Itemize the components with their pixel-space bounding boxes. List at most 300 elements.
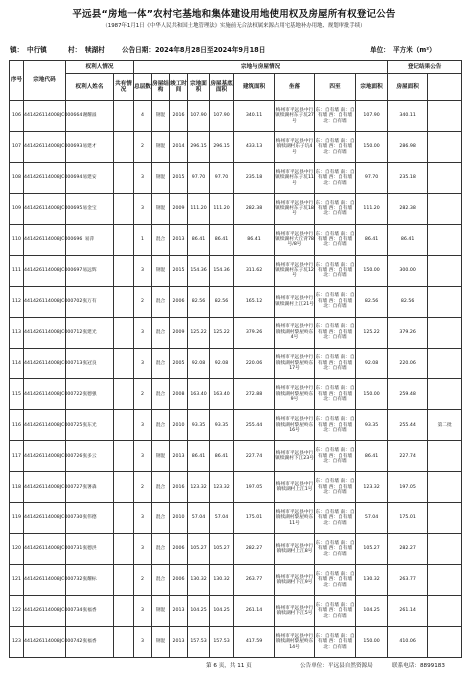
page-number: 第 6 页，共 11 页 (206, 663, 252, 669)
cell-co-owner (114, 224, 134, 255)
cell-code: 441426114008JC000727 (24, 472, 66, 503)
cell-base-area: 163.40 (210, 379, 234, 410)
cell-code: 441426114008JC000734 (24, 596, 66, 627)
cell-base-area: 57.04 (210, 503, 234, 534)
cell-boundary: 东：自有墙 南：自有墙 西：自有墙 北：自有墙 (315, 224, 356, 255)
cell-base-area: 86.41 (210, 441, 234, 472)
cell-boundary: 东：自有墙 南：自有墙 西：自有墙 北：自有墙 (315, 410, 356, 441)
cell-co-owner (114, 534, 134, 565)
cell-location: 梅州市平远县中行镇犊湖村东子坑12号 (275, 255, 315, 286)
cell-reg-parcel: 125.22 (356, 317, 388, 348)
cell-boundary: 东：自有墙 南：自有墙 西：自有墙 北：自有墙 (315, 565, 356, 596)
cell-co-owner (114, 503, 134, 534)
cell-remark (428, 596, 462, 627)
cell-floors: 1 (134, 224, 152, 255)
cell-seq: 108 (10, 162, 24, 193)
cell-co-owner (114, 565, 134, 596)
cell-boundary: 东：自有墙 南：自有墙 西：自有墙 北：自有墙 (315, 286, 356, 317)
table-row (10, 534, 462, 565)
cell-name: 易建才 (66, 131, 114, 162)
cell-reg-house: 263.77 (388, 565, 428, 596)
cell-seq: 111 (10, 255, 24, 286)
cell-boundary: 东：自有墙 南：自有墙 西：自有墙 北：自有墙 (315, 101, 356, 132)
cell-boundary: 东：自有墙 南：自有墙 西：自有墙 北：自有墙 (315, 255, 356, 286)
cell-location: 梅州市平远县中行镇犊湖村黎屋岭东4号 (275, 317, 315, 348)
table-row (10, 472, 462, 503)
cell-co-owner (114, 286, 134, 317)
cell-parcel-area: 104.25 (188, 596, 210, 627)
cell-year: 2010 (170, 503, 188, 534)
cell-structure: 钢混 (152, 441, 170, 472)
cell-parcel-area: 86.41 (188, 441, 210, 472)
cell-boundary: 东：自有墙 南：自有墙 西：自有墙 北：自有墙 (315, 317, 356, 348)
cell-floors: 3 (134, 441, 152, 472)
cell-structure: 混合 (152, 472, 170, 503)
table-row (10, 162, 462, 193)
cell-structure: 混合 (152, 503, 170, 534)
cell-floors: 3 (134, 596, 152, 627)
cell-reg-parcel: 97.70 (356, 162, 388, 193)
cell-base-area: 93.35 (210, 410, 234, 441)
cell-structure: 钢混 (152, 162, 170, 193)
cell-year: 2010 (170, 410, 188, 441)
cell-boundary: 东：自有墙 南：自有墙 西：自有墙 北：自有墙 (315, 162, 356, 193)
cell-name: 张冠良 (66, 348, 114, 379)
cell-name: 张东光 (66, 410, 114, 441)
cell-reg-parcel: 82.56 (356, 286, 388, 317)
cell-floors: 2 (134, 472, 152, 503)
cell-structure: 钢混 (152, 131, 170, 162)
cell-build-area: 255.44 (234, 410, 275, 441)
cell-location: 梅州市平远县中行镇犊湖村黎屋岭东14号 (275, 626, 315, 657)
cell-structure: 钢混 (152, 626, 170, 657)
cell-structure: 混合 (152, 379, 170, 410)
cell-reg-parcel: 104.25 (356, 596, 388, 627)
cell-parcel-area: 86.41 (188, 224, 210, 255)
cell-parcel-area: 93.35 (188, 410, 210, 441)
cell-reg-parcel: 107.90 (356, 101, 388, 132)
cell-seq: 106 (10, 101, 24, 132)
cell-location: 梅州市平远县中行镇犊湖村东子坑18号 (275, 193, 315, 224)
table-row (10, 626, 462, 657)
cell-structure: 钢混 (152, 596, 170, 627)
cell-seq: 119 (10, 503, 24, 534)
cell-structure: 混合 (152, 317, 170, 348)
cell-reg-parcel: 123.32 (356, 472, 388, 503)
cell-remark (428, 162, 462, 193)
cell-location: 梅州市平远县中行镇犊湖村黎屋岭东11号 (275, 503, 315, 534)
cell-floors: 3 (134, 410, 152, 441)
cell-floors: 3 (134, 348, 152, 379)
cell-year: 2013 (170, 224, 188, 255)
cell-boundary: 东：自有墙 南：自有墙 西：自有墙 北：自有墙 (315, 193, 356, 224)
cell-co-owner (114, 162, 134, 193)
cell-remark (428, 255, 462, 286)
cell-base-area: 130.32 (210, 565, 234, 596)
cell-floors: 3 (134, 162, 152, 193)
cell-parcel-area: 154.36 (188, 255, 210, 286)
cell-reg-parcel: 105.27 (356, 534, 388, 565)
cell-build-area: 220.06 (234, 348, 275, 379)
table-row (10, 503, 462, 534)
table-row (10, 131, 462, 162)
cell-location: 梅州市平远县中行镇犊湖村东子坑4号 (275, 131, 315, 162)
cell-location: 梅州市平远县中行镇犊湖村上江21号 (275, 286, 315, 317)
cell-remark (428, 626, 462, 657)
col-base-area: 房屋基底面积 (210, 74, 234, 101)
col-group-parcel: 宗地与房屋情况 (134, 61, 388, 74)
cell-build-area: 175.01 (234, 503, 275, 534)
cell-reg-house: 282.38 (388, 193, 428, 224)
cell-name: 张伟德 (66, 503, 114, 534)
cell-build-area: 340.11 (234, 101, 275, 132)
cell-co-owner (114, 255, 134, 286)
cell-co-owner (114, 379, 134, 410)
cell-year: 2016 (170, 472, 188, 503)
cell-reg-house: 255.44 (388, 410, 428, 441)
cell-reg-parcel: 57.04 (356, 503, 388, 534)
cell-location: 梅州市平远县中行镇犊湖村黎屋岭东16号 (275, 410, 315, 441)
cell-code: 441426114008JC000732 (24, 565, 66, 596)
cell-year: 2006 (170, 286, 188, 317)
cell-build-area: 433.13 (234, 131, 275, 162)
cell-name: 张耀标 (66, 565, 114, 596)
cell-name: 张建光 (66, 317, 114, 348)
col-parcel-area: 宗地面积 (188, 74, 210, 101)
cell-parcel-area: 111.20 (188, 193, 210, 224)
cell-reg-house: 286.98 (388, 131, 428, 162)
cell-base-area: 123.32 (210, 472, 234, 503)
table-row (10, 441, 462, 472)
cell-build-area: 311.62 (234, 255, 275, 286)
cell-remark (428, 565, 462, 596)
col-location: 坐落 (275, 74, 315, 101)
cell-name: 易远辉 (66, 255, 114, 286)
col-reg-house: 房屋面积 (388, 74, 428, 101)
cell-seq: 110 (10, 224, 24, 255)
cell-year: 2008 (170, 379, 188, 410)
cell-co-owner (114, 348, 134, 379)
cell-reg-house: 282.27 (388, 534, 428, 565)
cell-structure: 混合 (152, 224, 170, 255)
cell-build-area: 263.77 (234, 565, 275, 596)
cell-seq: 114 (10, 348, 24, 379)
cell-reg-parcel: 150.00 (356, 626, 388, 657)
cell-seq: 116 (10, 410, 24, 441)
cell-floors: 4 (134, 101, 152, 132)
col-co-owner: 共有情况 (114, 74, 134, 101)
cell-reg-house: 82.56 (388, 286, 428, 317)
cell-remark (428, 193, 462, 224)
cell-build-area: 227.74 (234, 441, 275, 472)
cell-base-area: 97.70 (210, 162, 234, 193)
issuing-org: 公告单位：平远县自然资源局 (300, 663, 373, 669)
cell-location: 梅州市平远县中行镇犊湖村黎屋岭东17号 (275, 348, 315, 379)
notice-period: 公告日期：2024年8月28日至2024年9月18日 (122, 46, 266, 54)
cell-year: 2005 (170, 348, 188, 379)
cell-parcel-area: 157.53 (188, 626, 210, 657)
col-structure: 房屋结构 (152, 74, 170, 101)
cell-base-area: 105.27 (210, 534, 234, 565)
cell-name: 易建安 (66, 162, 114, 193)
cell-floors: 3 (134, 534, 152, 565)
cell-seq: 121 (10, 565, 24, 596)
cell-structure: 混合 (152, 348, 170, 379)
cell-parcel-area: 130.32 (188, 565, 210, 596)
table-row (10, 596, 462, 627)
cell-year: 2009 (170, 193, 188, 224)
cell-boundary: 东：自有墙 南：自有墙 西：自有墙 北：自有墙 (315, 503, 356, 534)
cell-year: 2013 (170, 441, 188, 472)
cell-name: 张德洪 (66, 534, 114, 565)
cell-parcel-area: 123.32 (188, 472, 210, 503)
cell-reg-house: 340.11 (388, 101, 428, 132)
cell-base-area: 125.22 (210, 317, 234, 348)
cell-reg-parcel: 111.20 (356, 193, 388, 224)
cell-reg-parcel: 93.35 (356, 410, 388, 441)
table-row (10, 317, 462, 348)
cell-co-owner (114, 317, 134, 348)
cell-reg-house: 300.00 (388, 255, 428, 286)
cell-base-area: 92.08 (210, 348, 234, 379)
cell-base-area: 86.41 (210, 224, 234, 255)
cell-parcel-area: 57.04 (188, 503, 210, 534)
cell-build-area: 282.27 (234, 534, 275, 565)
contact-phone: 联系电话：8899183 (392, 663, 445, 669)
cell-reg-house: 410.06 (388, 626, 428, 657)
cell-remark (428, 317, 462, 348)
town-label: 镇： (10, 46, 24, 54)
cell-remark (428, 348, 462, 379)
cell-base-area: 82.56 (210, 286, 234, 317)
cell-reg-parcel: 92.08 (356, 348, 388, 379)
cell-reg-house: 220.06 (388, 348, 428, 379)
cell-reg-parcel: 150.00 (356, 131, 388, 162)
cell-build-area: 379.26 (234, 317, 275, 348)
cell-code: 441426114008JC000693 (24, 131, 66, 162)
cell-floors: 3 (134, 626, 152, 657)
cell-reg-parcel: 86.41 (356, 224, 388, 255)
cell-reg-parcel: 150.00 (356, 255, 388, 286)
table-row (10, 224, 462, 255)
cell-parcel-area: 105.27 (188, 534, 210, 565)
cell-base-area: 157.53 (210, 626, 234, 657)
cell-code: 441426114008JC000702 (24, 286, 66, 317)
cell-reg-house: 86.41 (388, 224, 428, 255)
cell-boundary: 东：自有墙 南：自有墙 西：自有墙 北：自有墙 (315, 472, 356, 503)
cell-boundary: 东：自有墙 南：自有墙 西：自有墙 北：自有墙 (315, 348, 356, 379)
cell-co-owner (114, 441, 134, 472)
cell-remark (428, 472, 462, 503)
cell-base-area: 107.90 (210, 101, 234, 132)
cell-name: 谢耀溢 (66, 101, 114, 132)
cell-co-owner (114, 131, 134, 162)
cell-remark (428, 441, 462, 472)
col-seq: 序号 (10, 61, 24, 101)
col-boundary: 四至 (315, 74, 356, 101)
cell-year: 2006 (170, 534, 188, 565)
table-row (10, 348, 462, 379)
cell-boundary: 东：自有墙 南：自有墙 西：自有墙 北：自有墙 (315, 626, 356, 657)
unit-value: 平方米（m²） (393, 46, 436, 54)
cell-year: 2015 (170, 162, 188, 193)
cell-base-area: 104.25 (210, 596, 234, 627)
village-label: 村： (68, 46, 82, 54)
cell-structure: 钢混 (152, 101, 170, 132)
cell-seq: 115 (10, 379, 24, 410)
cell-boundary: 东：自有墙 南：自有墙 西：自有墙 北：自有墙 (315, 596, 356, 627)
page-title: 平远县“房地一体”农村宅基地和集体建设用地使用权及房屋所有权登记公告 (72, 9, 396, 20)
cell-name: 张福香 (66, 626, 114, 657)
cell-seq: 112 (10, 286, 24, 317)
cell-structure: 混合 (152, 410, 170, 441)
table-row (10, 379, 462, 410)
table-row (10, 101, 462, 132)
cell-remark (428, 534, 462, 565)
cell-co-owner (114, 472, 134, 503)
cell-code: 441426114008JC000696 (24, 224, 66, 255)
page-subtitle: （1987年1月1日《中华人民共和国土地管理法》实施前无合法权属来源占用宅基地补办用地、规划审批手续） (102, 23, 366, 29)
cell-name: 张多云 (66, 441, 114, 472)
cell-parcel-area: 163.40 (188, 379, 210, 410)
cell-reg-house: 261.14 (388, 596, 428, 627)
cell-floors: 2 (134, 565, 152, 596)
town-value: 中行镇 (27, 46, 47, 54)
cell-code: 441426114008JC000712 (24, 317, 66, 348)
col-floors: 总层数 (134, 74, 152, 101)
col-group-registration: 登记结果公告 (388, 61, 462, 74)
cell-base-area: 111.20 (210, 193, 234, 224)
cell-build-area: 86.41 (234, 224, 275, 255)
cell-name: 易萍 (66, 224, 114, 255)
cell-location: 梅州市平远县中行镇犊湖村下江23号 (275, 441, 315, 472)
cell-parcel-area: 92.08 (188, 348, 210, 379)
cell-remark (428, 224, 462, 255)
cell-build-area: 282.38 (234, 193, 275, 224)
cell-build-area: 261.14 (234, 596, 275, 627)
notice-meta (10, 44, 460, 56)
cell-reg-house: 227.74 (388, 441, 428, 472)
cell-structure: 钢混 (152, 255, 170, 286)
cell-seq: 123 (10, 626, 24, 657)
cell-build-area: 197.05 (234, 472, 275, 503)
cell-name: 易金宝 (66, 193, 114, 224)
cell-seq: 118 (10, 472, 24, 503)
cell-code: 441426114008JC000742 (24, 626, 66, 657)
cell-location: 梅州市平远县中行镇犊湖村上江8号 (275, 534, 315, 565)
cell-year: 2013 (170, 626, 188, 657)
cell-location: 梅州市平远县中行镇犊湖村上江1号 (275, 472, 315, 503)
cell-year: 2014 (170, 131, 188, 162)
cell-name: 张福香 (66, 596, 114, 627)
cell-floors: 3 (134, 317, 152, 348)
cell-reg-house: 197.05 (388, 472, 428, 503)
cell-parcel-area: 82.56 (188, 286, 210, 317)
cell-reg-parcel: 150.00 (356, 379, 388, 410)
cell-base-area: 154.36 (210, 255, 234, 286)
cell-parcel-area: 296.15 (188, 131, 210, 162)
cell-parcel-area: 125.22 (188, 317, 210, 348)
cell-boundary: 东：自有墙 南：自有墙 西：自有墙 北：自有墙 (315, 131, 356, 162)
table-row (10, 193, 462, 224)
unit-label: 单位： (370, 46, 390, 54)
cell-seq: 107 (10, 131, 24, 162)
cell-code: 441426114008JC000725 (24, 410, 66, 441)
cell-year: 2006 (170, 565, 188, 596)
cell-build-area: 272.88 (234, 379, 275, 410)
cell-build-area: 165.12 (234, 286, 275, 317)
cell-floors: 2 (134, 286, 152, 317)
cell-co-owner (114, 101, 134, 132)
cell-floors: 3 (134, 193, 152, 224)
cell-reg-house: 379.26 (388, 317, 428, 348)
table-row (10, 410, 462, 441)
col-group-rights: 权利人情况 (66, 61, 134, 74)
cell-location: 梅州市平远县中行镇犊湖村下江9号 (275, 565, 315, 596)
registration-table (9, 60, 462, 658)
cell-boundary: 东：自有墙 南：自有墙 西：自有墙 北：自有墙 (315, 534, 356, 565)
cell-parcel-area: 107.90 (188, 101, 210, 132)
cell-base-area: 296.15 (210, 131, 234, 162)
cell-location: 梅州市平远县中行镇犊湖村大丘背78号/8号 (275, 224, 315, 255)
cell-remark: 第二批 (428, 410, 462, 441)
cell-reg-house: 235.18 (388, 162, 428, 193)
cell-name: 张德强 (66, 379, 114, 410)
table-row (10, 565, 462, 596)
cell-name: 张署森 (66, 472, 114, 503)
cell-location: 梅州市平远县中行镇犊湖村下江5号 (275, 596, 315, 627)
cell-structure: 混合 (152, 286, 170, 317)
cell-remark (428, 101, 462, 132)
cell-seq: 117 (10, 441, 24, 472)
col-year: 竣工时间 (170, 74, 188, 101)
cell-floors: 2 (134, 131, 152, 162)
cell-floors: 3 (134, 255, 152, 286)
cell-build-area: 235.18 (234, 162, 275, 193)
cell-code: 441426114008JC000695 (24, 193, 66, 224)
cell-year: 2015 (170, 255, 188, 286)
cell-seq: 120 (10, 534, 24, 565)
cell-code: 441426114008JC000726 (24, 441, 66, 472)
cell-structure: 混合 (152, 565, 170, 596)
col-build-area: 建筑面积 (234, 74, 275, 101)
cell-location: 梅州市平远县中行镇犊湖村东子坑11号 (275, 162, 315, 193)
cell-code: 441426114008JC000730 (24, 503, 66, 534)
cell-code: 441426114008JC000731 (24, 534, 66, 565)
cell-code: 441426114008JC000694 (24, 162, 66, 193)
cell-year: 2016 (170, 101, 188, 132)
cell-boundary: 东：自有墙 南：自有墙 西：自有墙 北：自有墙 (315, 379, 356, 410)
cell-reg-house: 175.01 (388, 503, 428, 534)
cell-floors: 2 (134, 379, 152, 410)
cell-seq: 122 (10, 596, 24, 627)
cell-boundary: 东：自有墙 南：自有墙 西：自有墙 北：自有墙 (315, 441, 356, 472)
cell-seq: 109 (10, 193, 24, 224)
cell-remark (428, 379, 462, 410)
cell-co-owner (114, 626, 134, 657)
cell-co-owner (114, 193, 134, 224)
cell-floors: 3 (134, 503, 152, 534)
cell-reg-parcel: 86.41 (356, 441, 388, 472)
cell-remark (428, 286, 462, 317)
cell-reg-house: 259.48 (388, 379, 428, 410)
cell-code: 441426114008JC000722 (24, 379, 66, 410)
cell-seq: 113 (10, 317, 24, 348)
col-name: 权利人姓名 (66, 74, 114, 101)
col-code: 宗地代码 (24, 61, 66, 101)
cell-parcel-area: 97.70 (188, 162, 210, 193)
cell-build-area: 417.59 (234, 626, 275, 657)
